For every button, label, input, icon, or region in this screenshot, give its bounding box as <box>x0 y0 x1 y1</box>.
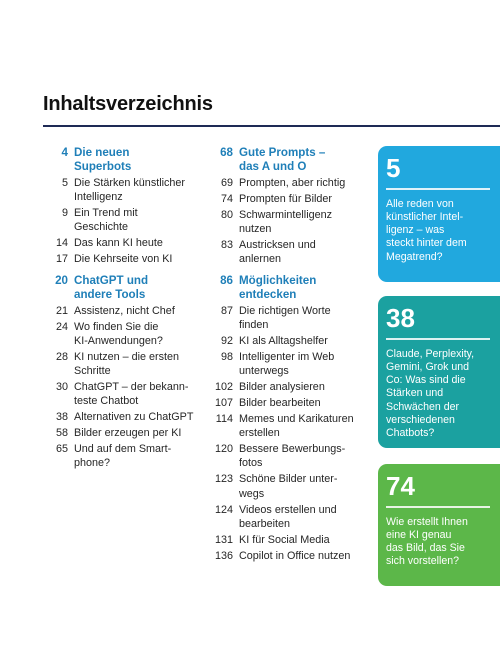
toc-entry[interactable] <box>200 472 372 500</box>
toc-entry[interactable] <box>43 252 203 266</box>
entry-page-number: 69 <box>220 177 233 189</box>
entry-title: Bilder analysieren <box>239 381 325 394</box>
toc-entry[interactable] <box>200 334 372 348</box>
entry-page-number: 17 <box>55 253 68 266</box>
entry-title: KI als Alltagshelfer <box>239 334 328 347</box>
highlight-rule <box>386 338 490 340</box>
section-page-number: 4 <box>61 146 68 159</box>
entry-title: Assistenz, nicht Chef <box>74 304 175 317</box>
entry-title: Bilder erzeugen per KI <box>74 427 182 440</box>
toc-entry[interactable] <box>43 236 203 250</box>
toc-entry[interactable] <box>200 549 372 563</box>
entry-title: Prompten, aber richtig <box>239 177 346 189</box>
entry-title: KI nutzen – die ersten Schritte <box>74 350 180 378</box>
section-title: Die neuen Superbots <box>74 146 132 173</box>
toc-entry[interactable] <box>200 192 372 206</box>
entry-title: Ein Trend mit Geschichte <box>74 207 138 234</box>
section-title: ChatGPT und andere Tools <box>74 273 149 301</box>
entry-page-number: 24 <box>55 320 68 333</box>
entry-page-number: 5 <box>61 177 68 189</box>
entry-title: KI für Social Media <box>239 533 330 546</box>
toc-column-left <box>43 146 203 478</box>
section-page-number: 86 <box>220 273 233 287</box>
highlight-text: Wie erstellt Ihnen eine KI genau das Bild, das Sie sich vorstellen? <box>386 515 468 568</box>
entry-page-number: 9 <box>61 207 68 220</box>
section-heading[interactable] <box>200 146 372 174</box>
toc-entry[interactable] <box>43 350 203 378</box>
toc-entry[interactable] <box>200 350 372 378</box>
highlight-box-3[interactable] <box>378 464 500 586</box>
entry-title: Die richtigen Worte finden <box>239 304 331 331</box>
toc-entry[interactable] <box>200 533 372 547</box>
highlight-box-2[interactable] <box>378 296 500 448</box>
entry-title: Videos erstellen und bearbeiten <box>239 503 337 530</box>
entry-page-number: 80 <box>220 209 233 221</box>
toc-column-middle <box>200 146 372 570</box>
toc-section <box>200 274 372 563</box>
highlight-text: Claude, Perplexity, Gemini, Grok und Co: Was sind die Stärken und Schwächen der verschiedenen Chatbots? <box>386 347 475 440</box>
entry-title: Schwarmintelligenz nutzen <box>239 209 333 236</box>
toc-entry[interactable] <box>200 238 372 266</box>
section-heading[interactable] <box>43 274 203 302</box>
toc-section <box>200 146 372 267</box>
toc-entry[interactable] <box>43 176 203 204</box>
entry-title: Und auf dem Smart- phone? <box>74 443 172 470</box>
toc-entry[interactable] <box>200 304 372 332</box>
highlight-rule <box>386 506 490 508</box>
entry-page-number: 14 <box>55 237 68 250</box>
entry-page-number: 136 <box>214 549 233 562</box>
highlight-page-number: 38 <box>386 303 415 333</box>
section-heading[interactable] <box>43 146 203 174</box>
entry-page-number: 107 <box>214 397 233 410</box>
toc-entry[interactable] <box>43 426 203 440</box>
section-page-number: 20 <box>55 273 68 287</box>
toc-entry[interactable] <box>43 380 203 408</box>
toc-entry[interactable] <box>200 396 372 410</box>
section-heading[interactable] <box>200 274 372 302</box>
toc-entry[interactable] <box>43 442 203 470</box>
section-title: Möglichkeiten entdecken <box>239 273 317 301</box>
entry-page-number: 120 <box>214 443 233 456</box>
toc-entry[interactable] <box>200 380 372 394</box>
toc-entry[interactable] <box>43 320 203 348</box>
page-title: Inhaltsverzeichnis <box>43 93 213 115</box>
entry-title: Das kann KI heute <box>74 237 163 250</box>
toc-entry[interactable] <box>200 208 372 236</box>
section-title: Gute Prompts – das A und O <box>239 146 326 173</box>
highlight-text: Alle reden von künstlicher Intel- ligenz – was steckt hinter dem Megatrend? <box>386 197 467 263</box>
entry-page-number: 123 <box>214 473 233 486</box>
entry-page-number: 74 <box>220 193 233 205</box>
entry-title: Die Stärken künstlicher Intelligenz <box>74 177 186 204</box>
toc-section <box>43 274 203 471</box>
toc-entry[interactable] <box>200 503 372 531</box>
highlight-page-number: 5 <box>386 153 401 183</box>
toc-entry[interactable] <box>43 206 203 234</box>
entry-title: Bilder bearbeiten <box>239 397 321 410</box>
entry-title: Schöne Bilder unter- wegs <box>239 473 338 500</box>
entry-title: Alternativen zu ChatGPT <box>74 411 194 424</box>
entry-page-number: 83 <box>220 239 233 252</box>
toc-entry[interactable] <box>200 442 372 470</box>
toc-section <box>43 146 203 267</box>
entry-page-number: 98 <box>220 350 233 363</box>
highlight-page-number: 74 <box>386 471 415 501</box>
entry-page-number: 114 <box>215 413 233 426</box>
entry-title: Memes und Karikaturen erstellen <box>239 413 354 440</box>
entry-page-number: 58 <box>55 427 68 440</box>
entry-page-number: 21 <box>55 304 68 317</box>
entry-page-number: 38 <box>55 411 68 424</box>
entry-page-number: 65 <box>55 443 68 456</box>
title-rule <box>43 125 500 127</box>
highlight-rule <box>386 188 490 190</box>
section-page-number: 68 <box>220 146 233 159</box>
entry-title: ChatGPT – der bekann- teste Chatbot <box>74 381 189 408</box>
entry-page-number: 30 <box>55 381 68 394</box>
entry-title: Austricksen und anlernen <box>239 239 316 266</box>
toc-entry[interactable] <box>43 304 203 318</box>
entry-page-number: 28 <box>55 350 68 363</box>
entry-page-number: 131 <box>214 533 233 546</box>
toc-entry[interactable] <box>200 176 372 190</box>
toc-entry[interactable] <box>43 410 203 424</box>
entry-page-number: 92 <box>220 334 233 347</box>
entry-title: Bessere Bewerbungs- fotos <box>239 443 346 470</box>
entry-page-number: 102 <box>214 381 233 394</box>
entry-page-number: 124 <box>214 503 233 516</box>
entry-title: Prompten für Bilder <box>239 193 333 205</box>
entry-title: Die Kehrseite von KI <box>74 253 173 266</box>
entry-title: Wo finden Sie die KI-Anwendungen? <box>74 320 163 347</box>
entry-page-number: 87 <box>220 304 233 317</box>
entry-title: Intelligenter im Web unterwegs <box>239 350 335 378</box>
highlight-box-1[interactable] <box>378 146 500 282</box>
entry-title: Copilot in Office nutzen <box>239 549 351 562</box>
toc-entry[interactable] <box>200 412 372 440</box>
